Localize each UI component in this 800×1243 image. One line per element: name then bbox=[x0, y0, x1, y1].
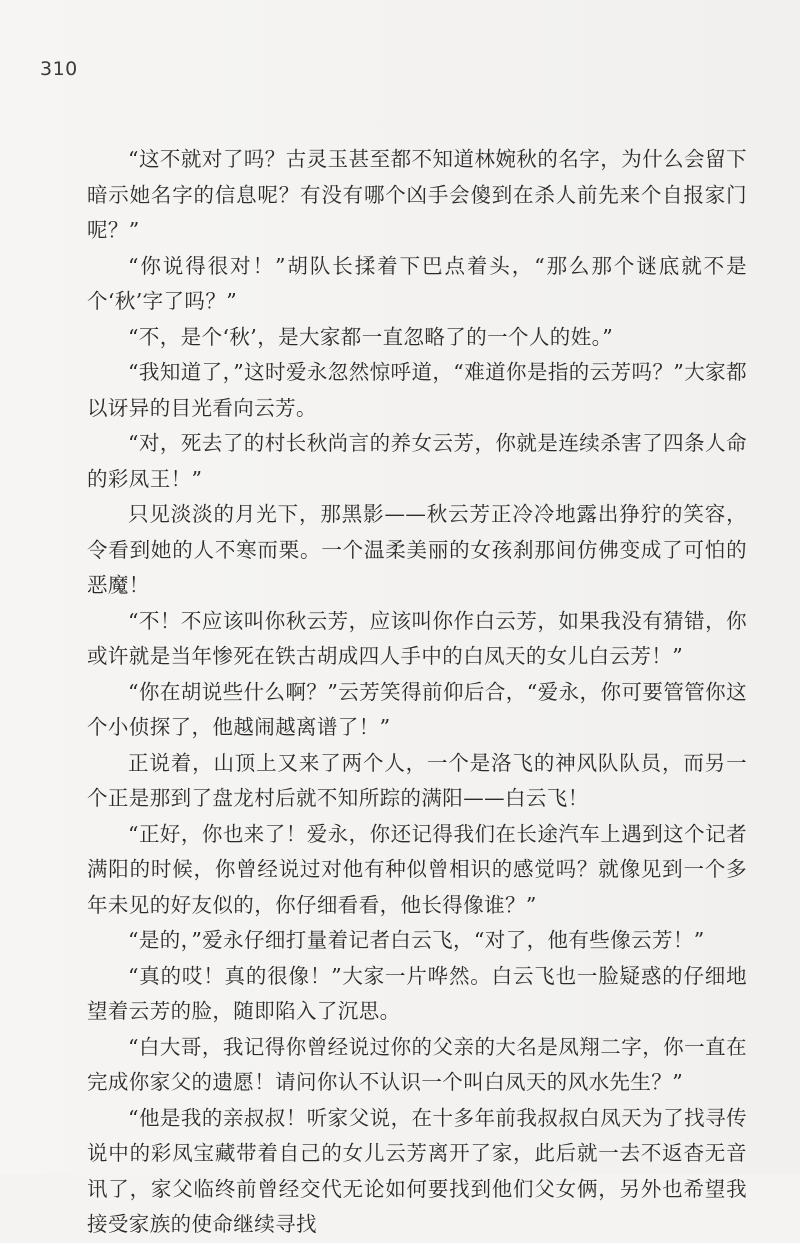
paragraph: “对，死去了的村长秋尚言的养女云芳，你就是连续杀害了四条人命的彩凤王！” bbox=[87, 431, 747, 491]
paragraph: “这不就对了吗？古灵玉甚至都不知道林婉秋的名字，为什么会留下暗示她名字的信息呢？有没有哪个凶手会傻到在杀人前先来个自报家门呢？” bbox=[87, 147, 747, 242]
paragraph: “他是我的亲叔叔！听家父说，在十多年前我叔叔白凤天为了找寻传说中的彩凤宝藏带着自己的女儿云芳离开了家，此后就一去不返杳无音讯了，家父临终前曾经交代无论如何要找到他们父女俩，另外也希望我接受家族的使命继续寻找 bbox=[87, 1105, 747, 1236]
paragraph: “真的哎！真的很像！”大家一片哗然。白云飞也一脸疑惑的仔细地望着云芳的脸，随即陷入了沉思。 bbox=[87, 963, 747, 1023]
paragraph: “是的，”爱永仔细打量着记者白云飞，“对了，他有些像云芳！” bbox=[128, 928, 705, 952]
paragraph: “不！不应该叫你秋云芳，应该叫你作白云芳，如果我没有猜错，你或许就是当年惨死在铁古胡成四人手中的白凤天的女儿白云芳！” bbox=[87, 608, 747, 668]
body-text bbox=[87, 142, 747, 1243]
page-number: 310 bbox=[40, 58, 78, 80]
paragraph: “白大哥，我记得你曾经说过你的父亲的大名是凤翔二字，你一直在完成你家父的遗愿！请问你认不认识一个叫白凤天的风水先生？” bbox=[87, 1034, 747, 1094]
paragraph: 只见淡淡的月光下，那黑影——秋云芳正冷冷地露出狰狞的笑容，令看到她的人不寒而栗。一个温柔美丽的女孩刹那间仿佛变成了可怕的恶魔！ bbox=[87, 502, 747, 597]
paragraph: “你在胡说些什么啊？”云芳笑得前仰后合，“爱永，你可要管管你这个小侦探了，他越闹越离谱了！” bbox=[87, 679, 747, 739]
paragraph: “不，是个‘秋’，是大家都一直忽略了的一个人的姓。” bbox=[128, 324, 614, 349]
paragraph: 正说着，山顶上又来了两个人，一个是洛飞的神风队队员，而另一个正是那到了盘龙村后就不知所踪的满阳——白云飞！ bbox=[87, 750, 747, 810]
paragraph: “我知道了，”这时爱永忽然惊呼道，“难道你是指的云芳吗？”大家都以讶异的目光看向云芳。 bbox=[87, 360, 747, 420]
paragraph: “正好，你也来了！爱永，你还记得我们在长途汽车上遇到这个记者满阳的时候，你曾经说过对他有种似曾相识的感觉吗？就像见到一个多年未见的好友似的，你仔细看看，他长得像谁？” bbox=[87, 821, 747, 917]
paragraph: “你说得很对！”胡队长揉着下巴点着头，“那么那个谜底就不是个‘秋’字了吗？” bbox=[87, 253, 747, 313]
